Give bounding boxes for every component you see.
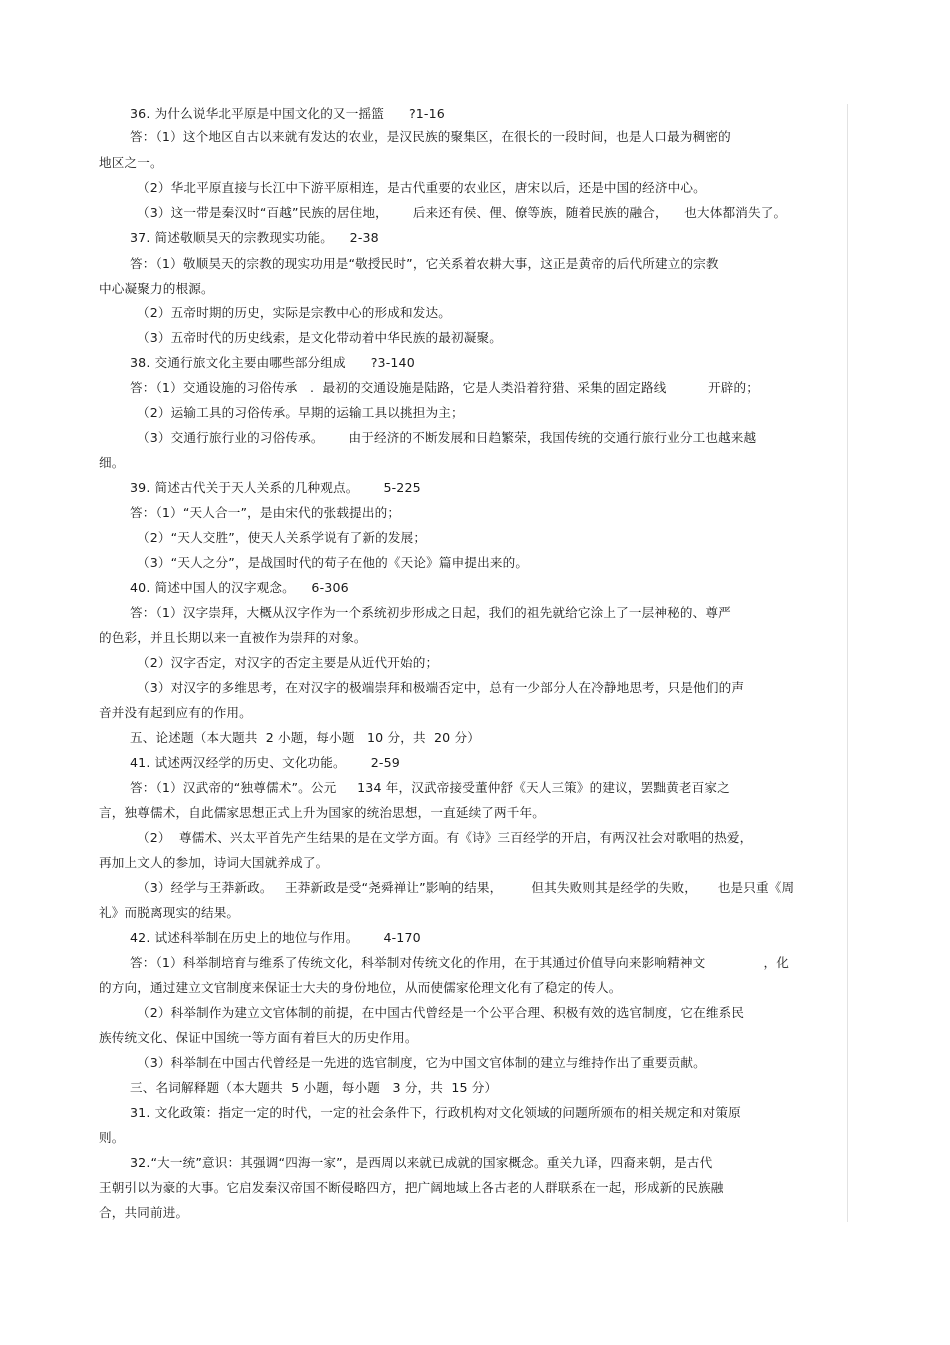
answer-point: （2）“天人交胜”，使天人关系学说有了新的发展； [137, 530, 427, 545]
answer-point: （3）对汉字的多维思考，在对汉字的极端崇拜和极端否定中，总有一少部分人在冷静地思考，只是他们的声 [137, 680, 745, 695]
answer-point: （2） 尊儒术、兴太平首先产生结果的是在文学方面。有《诗》三百经学的开启，有两汉社会对歌唱的热爱， [137, 830, 753, 845]
answer-continuation: 王朝引以为豪的大事。它启发秦汉帝国不断侵略四方，把广阔地域上各古老的人群联系在一起，形成新的民族融 [99, 1180, 724, 1195]
answer-line: 答：（1）汉武帝的“独尊儒术”。公元 134 年，汉武帝接受董仲舒《天人三策》的建议，罢黜黄老百家之 [130, 780, 730, 795]
answer-continuation: 音并没有起到应有的作用。 [99, 705, 252, 720]
answer-continuation: 则。 [99, 1130, 125, 1145]
answer-continuation: 再加上文人的参加，诗词大国就养成了。 [99, 855, 329, 870]
question-37: 37. 简述敬顺昊天的宗教现实功能。 2-38 [130, 230, 379, 245]
question-39: 39. 简述古代关于天人关系的几种观点。 5-225 [130, 480, 421, 495]
answer-continuation: 的方向，通过建立文官制度来保证士大夫的身份地位，从而使儒家伦理文化有了稳定的传人。 [99, 980, 622, 995]
answer-point: （2）华北平原直接与长江中下游平原相连，是古代重要的农业区，唐宋以后，还是中国的经济中心。 [137, 180, 706, 195]
answer-continuation: 合，共同前进。 [99, 1205, 189, 1220]
answer-line: 答：（1）汉字崇拜，大概从汉字作为一个系统初步形成之日起，我们的祖先就给它涂上了一层神秘的、尊严 [130, 605, 731, 620]
question-41: 41. 试述两汉经学的历史、文化功能。 2-59 [130, 755, 400, 770]
answer-point: （2）五帝时期的历史，实际是宗教中心的形成和发达。 [137, 305, 452, 320]
answer-point: （2）运输工具的习俗传承。早期的运输工具以挑担为主； [137, 405, 464, 420]
answer-continuation: 中心凝聚力的根源。 [99, 281, 214, 296]
answer-point: （3）“天人之分”，是战国时代的荀子在他的《天论》篇申提出来的。 [137, 555, 529, 570]
term-32: 32.“大一统”意识：其强调“四海一家”，是西周以来就已成就的国家概念。重关九译，四裔来朝，是古代 [130, 1155, 713, 1170]
answer-continuation: 地区之一。 [99, 155, 163, 170]
answer-point: （2）汉字否定，对汉字的否定主要是从近代开始的； [137, 655, 439, 670]
answer-line: 答：（1）科举制培育与维系了传统文化，科举制对传统文化的作用，在于其通过价值导向来影响精神文 ，化 [130, 955, 789, 970]
question-36: 36. 为什么说华北平原是中国文化的又一摇篮 ?1-16 [130, 106, 445, 121]
answer-continuation: 的色彩，并且长期以来一直被作为崇拜的对象。 [99, 630, 367, 645]
answer-continuation: 细。 [99, 455, 125, 470]
answer-line: 答：（1）“天人合一”，是由宋代的张载提出的； [130, 505, 401, 520]
question-40: 40. 简述中国人的汉字观念。 6-306 [130, 580, 349, 595]
answer-continuation: 族传统文化、保证中国统一等方面有着巨大的历史作用。 [99, 1030, 418, 1045]
answer-point: （3）五帝时代的历史线索，是文化带动着中华民族的最初凝聚。 [137, 330, 502, 345]
question-42: 42. 试述科举制在历史上的地位与作用。 4-170 [130, 930, 421, 945]
answer-point: （2）科举制作为建立文官体制的前提，在中国古代曾经是一个公平合理、积极有效的选官制度，它在维系民 [137, 1005, 745, 1020]
answer-line: 答：（1）这个地区自古以来就有发达的农业，是汉民族的聚集区，在很长的一段时间，也是人口最为稠密的 [130, 129, 731, 144]
answer-point: （3）这一带是秦汉时“百越”民族的居住地， 后来还有侯、俚、僚等族，随着民族的融合， 也大体都消失了。 [137, 205, 787, 220]
answer-point: （3）科举制在中国古代曾经是一先进的选官制度，它为中国文官体制的建立与维持作出了重要贡献。 [137, 1055, 706, 1070]
answer-continuation: 言，独尊儒术，自此儒家思想正式上升为国家的统治思想，一直延续了两千年。 [99, 805, 546, 820]
section-heading-terms: 三、名词解释题（本大题共 5 小题，每小题 3 分，共 15 分） [130, 1080, 498, 1095]
answer-line: 答：（1）敬顺昊天的宗教的现实功用是“敬授民时”，它关系着农耕大事，这正是黄帝的后代所建立的宗教 [130, 256, 719, 271]
answer-line: 答：（1）交通设施的习俗传承 . 最初的交通设施是陆路，它是人类沿着狩猎、采集的固定路线 开辟的； [130, 380, 760, 395]
answer-continuation: 礼》而脱离现实的结果。 [99, 905, 240, 920]
question-38: 38. 交通行旅文化主要由哪些部分组成 ?3-140 [130, 355, 415, 370]
section-heading-essay: 五、论述题（本大题共 2 小题，每小题 10 分，共 20 分） [130, 730, 480, 745]
term-31: 31. 文化政策：指定一定的时代，一定的社会条件下，行政机构对文化领域的问题所颁布的相关规定和对策原 [130, 1105, 741, 1120]
answer-point: （3）交通行旅行业的习俗传承。 由于经济的不断发展和日趋繁荣，我国传统的交通行旅行业分工也越来越 [137, 430, 757, 445]
answer-point: （3）经学与王莽新政。 王莽新政是受“尧舜禅让”影响的结果， 但其失败则其是经学的失败， 也是只重《周 [137, 880, 795, 895]
page-margin-rule [847, 104, 848, 1222]
